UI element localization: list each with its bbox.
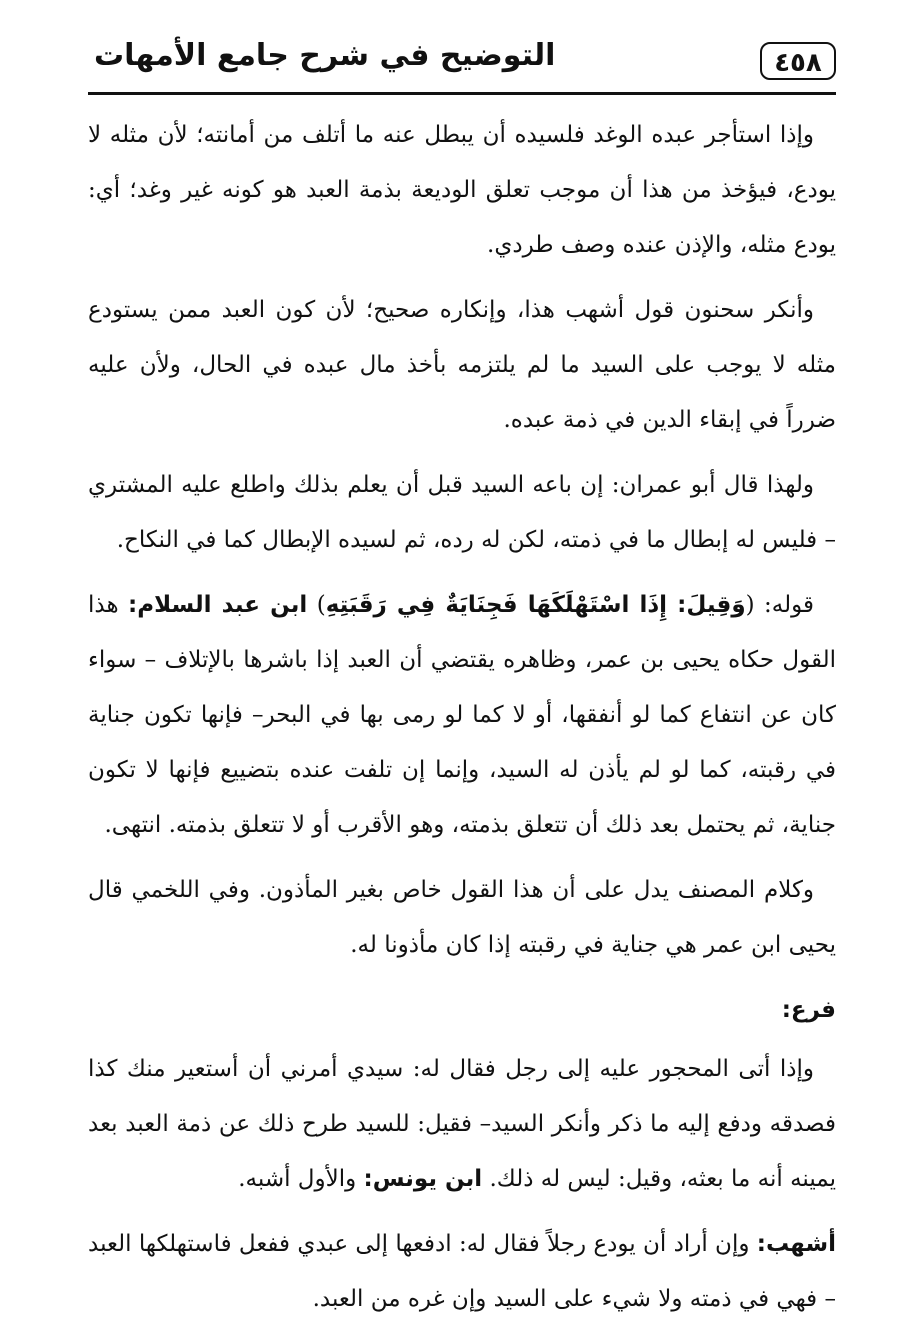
paragraph-text: والأول أشبه. bbox=[238, 1166, 364, 1192]
quote-close: ) bbox=[307, 592, 326, 618]
quote-intro: قوله: ( bbox=[745, 592, 815, 618]
body-text bbox=[88, 108, 836, 1327]
header-divider bbox=[88, 92, 836, 95]
paragraph-text: وإذا أتى المحجور عليه إلى رجل فقال له: سيدي أمرني أن أستعير منك كذا فصدقه ودفع إليه ما ذكر وأنكر السيد– فقيل: للسيد طرح ذلك عن ذمة العبد بعد يمينه أنه ما بعثه، وقيل: ليس له ذلك. bbox=[88, 1056, 836, 1192]
book-title: التوضيح في شرح جامع الأمهات bbox=[94, 38, 556, 73]
paragraph-text: هذا القول حكاه يحيى بن عمر، وظاهره يقتضي أن العبد إذا باشرها بالإتلاف – سواء كان عن انتفاع كما لو أنفقها، أو لا كما لو رمى بها في البحر– فإنها تكون جناية في رقبته، كما لو لم يأذن له السيد، وإنما إن تلفت عنده بتضييع فإنها لا تكون جناية، ثم يحتمل بعد ذلك أن تتعلق بذمته، وهو الأقرب أو لا تتعلق بذمته. انتهى. bbox=[88, 592, 836, 838]
section-heading: فرع: bbox=[781, 997, 836, 1023]
page-number: ٤٥٨ bbox=[760, 42, 836, 80]
page bbox=[88, 36, 836, 1312]
paragraph bbox=[88, 578, 836, 853]
source-name: ابن يونس: bbox=[363, 1166, 483, 1192]
source-name: ابن عبد السلام: bbox=[128, 592, 308, 618]
paragraph: وكلام المصنف يدل على أن هذا القول خاص بغير المأذون. وفي اللخمي قال يحيى ابن عمر هي جناية في رقبته إذا كان مأذونا له. bbox=[88, 877, 836, 958]
paragraph bbox=[88, 1042, 836, 1207]
page-header bbox=[88, 36, 836, 98]
paragraph-text: وإن أراد أن يودع رجلاً فقال له: ادفعها إلى عبدي ففعل فاستهلكها العبد – فهي في ذمته ولا شيء على السيد وإن غره من العبد. bbox=[88, 1231, 836, 1312]
quoted-matn: وَقِيلَ: إِذَا اسْتَهْلَكَهَا فَجِنَايَةٌ فِي رَقَبَتِهِ bbox=[325, 592, 746, 618]
paragraph: وإذا استأجر عبده الوغد فلسيده أن يبطل عنه ما أتلف من أمانته؛ لأن مثله لا يودع، فيؤخذ من هذا أن موجب تعلق الوديعة بذمة العبد هو كونه غير وغد؛ أي: يودع مثله، والإذن عنده وصف طردي. bbox=[88, 122, 836, 258]
paragraph bbox=[88, 1217, 836, 1327]
paragraph: ولهذا قال أبو عمران: إن باعه السيد قبل أن يعلم بذلك واطلع عليه المشتري – فليس له إبطال ما في ذمته، لكن له رده، ثم لسيده الإبطال كما في النكاح. bbox=[88, 472, 836, 553]
source-name: أشهب: bbox=[756, 1231, 836, 1257]
paragraph: وأنكر سحنون قول أشهب هذا، وإنكاره صحيح؛ لأن كون العبد ممن يستودع مثله لا يوجب على السيد ما لم يلتزمه بأخذ مال عبده في الحال، ولأن عليه ضرراً في إبقاء الدين في ذمة عبده. bbox=[88, 297, 836, 433]
